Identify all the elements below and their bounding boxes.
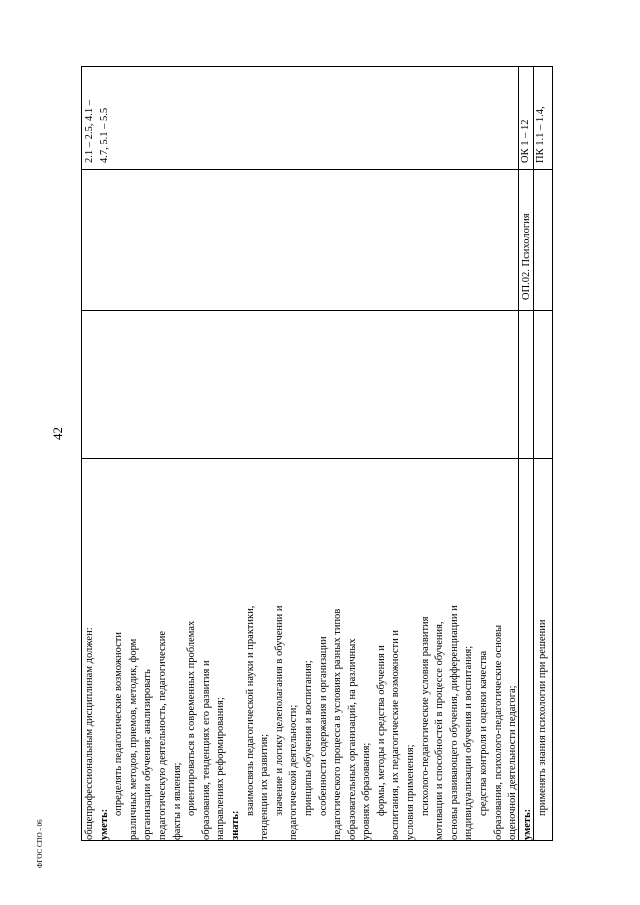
- competency-line: ОК 1 – 12: [520, 119, 531, 163]
- column-divider: [81, 169, 553, 170]
- section-label: уметь:: [522, 808, 533, 840]
- competency-line: 2.1 – 2.5, 4.1 –: [84, 100, 95, 163]
- requirement-line: значение и логику целеполагания в обучении и: [273, 605, 285, 816]
- requirement-line: общепрофессиональным дисциплинам должен:: [84, 627, 95, 840]
- discipline-name: ОП.02. Психология: [521, 213, 532, 300]
- row2-competencies-cell: [519, 68, 548, 163]
- requirement-line: образования, психолого-педагогические основы: [492, 624, 504, 840]
- table-border-bottom: [81, 840, 553, 841]
- page-number: 42: [50, 427, 65, 440]
- requirement-line: педагогического процесса в условиях разных типов: [332, 608, 344, 840]
- table-border-right: [552, 66, 553, 840]
- table-border-left: [81, 66, 82, 840]
- table-border-top: [81, 66, 553, 67]
- requirement-line: воспитания, их педагогические возможности и: [390, 630, 402, 840]
- row2-discipline-cell: [520, 165, 535, 300]
- footer-code: ФГОС СПО - 06: [36, 819, 44, 868]
- requirement-line: педагогической деятельности;: [288, 704, 300, 840]
- requirement-line: условия применения;: [405, 744, 417, 840]
- requirement-line: взаимосвязь педагогической науки и практики,: [244, 605, 256, 816]
- requirement-line: оценочной деятельности педагога;: [507, 685, 519, 840]
- section-label: знать:: [229, 810, 241, 840]
- requirement-line: особенности содержания и организации: [317, 636, 329, 816]
- requirement-line: факты и явления;: [171, 762, 183, 840]
- requirement-line: принципы обучения и воспитания;: [302, 660, 314, 816]
- requirement-line: индивидуализации обучения и воспитания;: [463, 645, 475, 840]
- requirement-line: направлениях реформирования;: [215, 697, 227, 840]
- requirement-line: ориентироваться в современных проблемах: [186, 620, 198, 816]
- section-label: уметь:: [98, 808, 110, 840]
- requirement-line: организации обучения; анализировать: [142, 669, 154, 840]
- row2-requirements-cell: [521, 460, 550, 840]
- requirement-line: образовательных организаций, на различных: [346, 638, 358, 840]
- competency-line: ПК 1.1 – 1.4,: [534, 106, 546, 163]
- requirement-line: различных методов, приемов, методик, форм: [127, 638, 139, 840]
- requirement-line: образования, тенденциях его развития и: [200, 660, 212, 840]
- requirement-line: уровнях образования;: [361, 742, 373, 840]
- requirement-line: основы развивающего обучения, дифференциации и: [448, 605, 460, 840]
- row1-requirements-cell: [83, 400, 521, 840]
- requirement-line: определять педагогические возможности: [113, 632, 125, 816]
- requirement-line: формы, методы и средства обучения и: [375, 645, 387, 816]
- requirement-line: применять знания психологии при решении: [536, 619, 548, 816]
- row1-competencies-cell: [83, 68, 112, 163]
- requirement-line: педагогическую деятельность, педагогические: [156, 630, 168, 840]
- competency-line: 4.7, 5.1 – 5.5: [98, 107, 110, 163]
- column-divider: [81, 310, 553, 311]
- requirement-line: тенденции их развития;: [259, 733, 271, 840]
- requirement-line: мотивации и способностей в процессе обучения,: [434, 621, 446, 840]
- requirement-line: средства контроля и оценки качества: [478, 650, 490, 816]
- requirement-line: психолого-педагогические условия развития: [419, 616, 431, 816]
